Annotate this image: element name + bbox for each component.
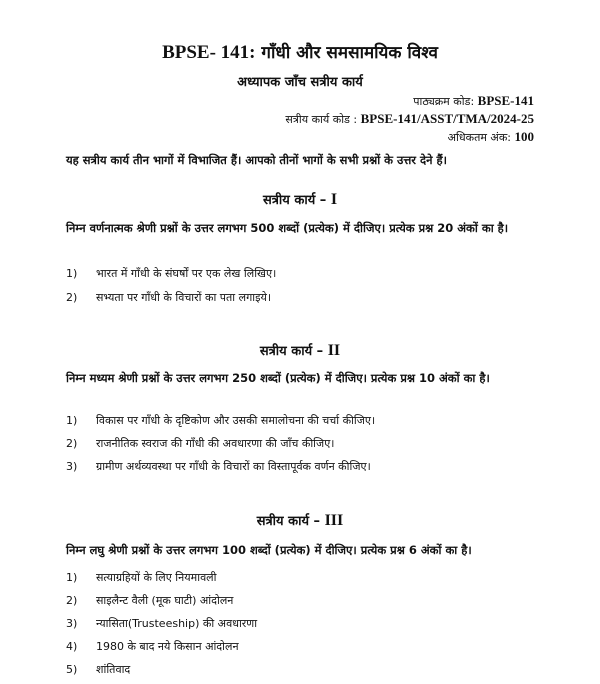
- section-numeral: I: [330, 191, 338, 208]
- page-subtitle: अध्यापक जाँच सत्रीय कार्य: [237, 75, 363, 90]
- question-item: [66, 459, 536, 475]
- question-item: [66, 413, 536, 429]
- question-number: 2): [66, 594, 78, 607]
- assignment-code-label: सत्रीय कार्य कोड :: [285, 113, 358, 126]
- question-text: भारत में गाँधी के संघर्षों पर एक लेख लिखिए।: [96, 267, 277, 280]
- question-text: साइलैन्ट वैली (मूक घाटी) आंदोलन: [96, 594, 234, 607]
- section-instruction: निम्न मध्यम श्रेणी प्रश्नों के उत्तर लगभग 250 शब्दों (प्रत्येक) में दीजिए। प्रत्येक प्रश्न 10 अंकों का है।: [66, 371, 490, 385]
- section-heading: [0, 190, 600, 209]
- question-item: [66, 662, 536, 678]
- question-number: 2): [66, 291, 78, 304]
- question-item: [66, 266, 536, 282]
- assignment-meta: [285, 92, 534, 146]
- question-item: [66, 639, 536, 655]
- question-text: विकास पर गाँधी के दृष्टिकोण और उसकी समालोचना की चर्चा कीजिए।: [96, 414, 376, 427]
- question-item: [66, 290, 536, 306]
- section-heading-label: सत्रीय कार्य –: [262, 193, 327, 208]
- question-text: राजनीतिक स्वराज की गाँधी की अवधारणा की जाँच कीजिए।: [96, 437, 335, 450]
- section-heading-label: सत्रीय कार्य –: [259, 344, 324, 359]
- question-number: 5): [66, 663, 78, 676]
- question-number: 3): [66, 617, 78, 630]
- question-text: ग्रामीण अर्थव्यवस्था पर गाँधी के विचारों का विस्तापूर्वक वर्णन कीजिए।: [96, 460, 371, 473]
- question-item: [66, 436, 536, 452]
- max-marks-label: अधिकतम अंक:: [447, 131, 511, 144]
- question-number: 2): [66, 437, 78, 450]
- question-item: [66, 593, 536, 609]
- question-number: 1): [66, 571, 78, 584]
- max-marks-value: 100: [514, 129, 534, 144]
- program-code-label: पाठ्यक्रम कोड:: [413, 95, 475, 108]
- question-number: 3): [66, 460, 78, 473]
- section-heading-label: सत्रीय कार्य –: [256, 514, 321, 529]
- question-number: 1): [66, 267, 78, 280]
- question-text: सत्याग्रहियों के लिए नियमावली: [96, 571, 217, 584]
- assignment-code-line: [285, 110, 534, 128]
- question-number: 4): [66, 640, 78, 653]
- section-heading: [0, 511, 600, 530]
- page-title: [0, 40, 600, 64]
- course-code: BPSE- 141:: [162, 42, 256, 63]
- program-code-line: [285, 92, 534, 110]
- question-number: 1): [66, 414, 78, 427]
- section-numeral: III: [324, 512, 344, 529]
- section-heading: [0, 341, 600, 360]
- question-text: शांतिवाद: [96, 663, 131, 676]
- section-numeral: II: [327, 342, 341, 359]
- course-title: गाँधी और समसामयिक विश्व: [261, 43, 438, 63]
- question-text: 1980 के बाद नये किसान आंदोलन: [96, 640, 239, 653]
- program-code-value: BPSE-141: [477, 93, 534, 108]
- max-marks-line: [285, 128, 534, 146]
- intro-text: यह सत्रीय कार्य तीन भागों में विभाजित हैं। आपको तीनों भागों के सभी प्रश्नों के उत्तर देने हैं।: [66, 153, 447, 167]
- question-item: [66, 616, 536, 632]
- section-instruction: निम्न वर्णनात्मक श्रेणी प्रश्नों के उत्तर लगभग 500 शब्दों (प्रत्येक) में दीजिए। प्रत्येक प्रश्न 20 अंकों का है।: [66, 221, 509, 235]
- question-text: सभ्यता पर गाँधी के विचारों का पता लगाइये।: [96, 291, 272, 304]
- section-instruction: निम्न लघु श्रेणी प्रश्नों के उत्तर लगभग 100 शब्दों (प्रत्येक) में दीजिए। प्रत्येक प्रश्न 6 अंकों का है।: [66, 543, 472, 557]
- question-item: [66, 570, 536, 586]
- question-text: न्यासिता(Trusteeship) की अवधारणा: [96, 617, 258, 630]
- assignment-code-value: BPSE-141/ASST/TMA/2024-25: [360, 111, 534, 126]
